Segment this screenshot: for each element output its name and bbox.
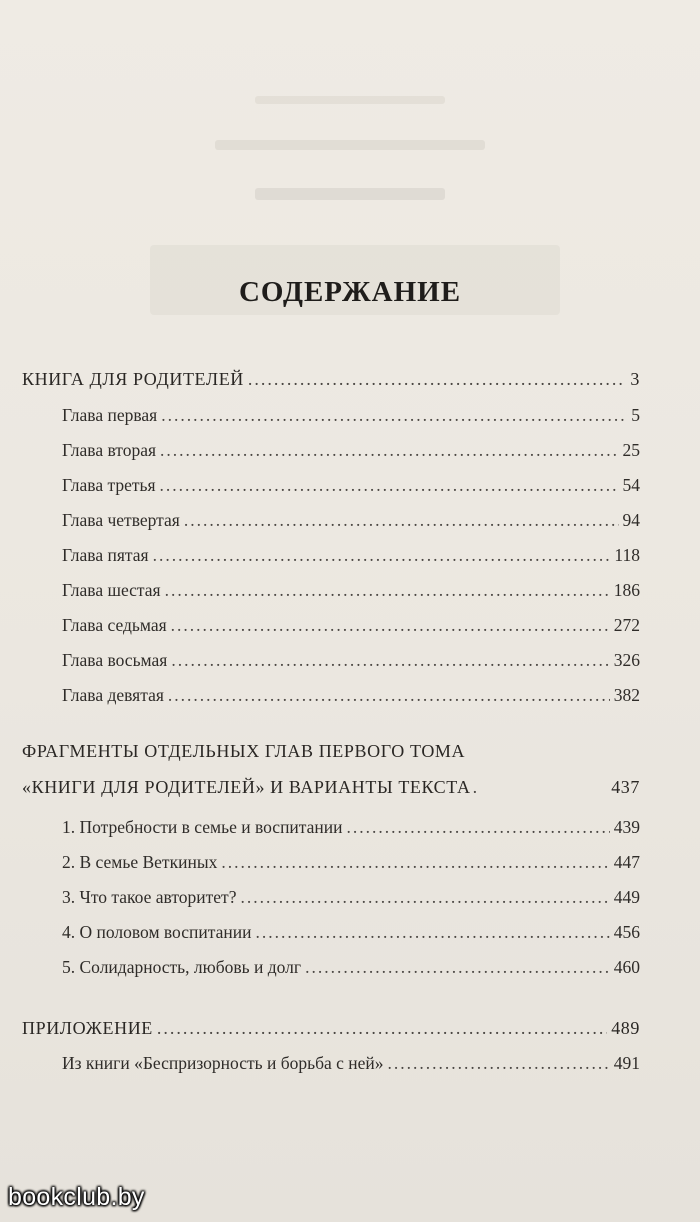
toc-entry-label: 3. Что такое авторитет? — [62, 887, 237, 907]
toc-leader-dots — [184, 510, 619, 531]
toc-part-heading-line1[interactable]: ФРАГМЕНТЫ ОТДЕЛЬНЫХ ГЛАВ ПЕРВОГО ТОМА — [22, 741, 466, 761]
toc-entry[interactable] — [62, 615, 640, 636]
toc-entry[interactable] — [62, 405, 640, 426]
toc-entry-label: Глава пятая — [62, 545, 149, 565]
toc-leader-dots — [240, 887, 609, 908]
toc-page-number: 460 — [613, 957, 640, 977]
toc-entry[interactable] — [62, 510, 640, 531]
toc-page-number: 5 — [631, 405, 640, 425]
toc-leader-dots — [157, 1018, 607, 1039]
toc-entry[interactable] — [62, 475, 640, 496]
toc-leader-dots — [347, 817, 610, 838]
toc-leader-dots — [388, 1053, 610, 1074]
toc-part-heading[interactable] — [22, 369, 640, 390]
toc-leader-dots — [153, 545, 611, 566]
toc-part-label: «КНИГИ ДЛЯ РОДИТЕЛЕЙ» И ВАРИАНТЫ ТЕКСТА — [22, 777, 471, 797]
toc-entry[interactable] — [62, 545, 640, 566]
toc-entry-label: Глава третья — [62, 475, 156, 495]
toc-leader-dots — [160, 475, 619, 496]
toc-entry[interactable] — [62, 852, 640, 873]
toc-entry-label: Глава первая — [62, 405, 158, 425]
toc-entry[interactable] — [62, 580, 640, 601]
toc-page-number: 3 — [630, 369, 640, 389]
toc-page-number: 447 — [613, 852, 640, 872]
toc-leader-dots — [305, 957, 610, 978]
toc-part-heading[interactable] — [22, 1018, 640, 1039]
toc-entry[interactable] — [62, 440, 640, 461]
toc-leader-dots — [168, 685, 610, 706]
toc-entry-label: Из книги «Беспризорность и борьба с ней» — [62, 1053, 384, 1073]
toc-entry-label: Глава шестая — [62, 580, 161, 600]
toc-leader-dots — [473, 777, 479, 798]
toc-page-number: 449 — [613, 887, 640, 907]
toc-entry-label: 5. Солидарность, любовь и долг — [62, 957, 302, 977]
bleed-through-smudge — [255, 188, 445, 200]
toc-page-number: 94 — [622, 510, 640, 530]
toc-entry[interactable] — [62, 650, 640, 671]
toc-entry-label: Глава девятая — [62, 685, 164, 705]
toc-part-label: ПРИЛОЖЕНИЕ — [22, 1018, 153, 1038]
toc-page-number: 118 — [614, 545, 640, 565]
toc-leader-dots — [221, 852, 609, 873]
toc-part-heading[interactable] — [22, 777, 640, 798]
toc-page-number: 456 — [613, 922, 640, 942]
toc-entry-label: 2. В семье Веткиных — [62, 852, 218, 872]
bleed-through-smudge — [215, 140, 485, 150]
toc-entry-label: 4. О половом воспитании — [62, 922, 252, 942]
toc-entry-label: 1. Потребности в семье и воспитании — [62, 817, 343, 837]
bleed-through-smudge — [255, 96, 445, 104]
toc-page-number: 382 — [613, 685, 640, 705]
page-title: СОДЕРЖАНИЕ — [238, 276, 462, 308]
toc-entry-label: Глава седьмая — [62, 615, 167, 635]
toc-entry[interactable] — [62, 887, 640, 908]
toc-leader-dots — [165, 580, 610, 601]
toc-page-number: 437 — [611, 777, 640, 797]
toc-entry[interactable] — [62, 957, 640, 978]
toc-page-number: 25 — [622, 440, 640, 460]
toc-leader-dots — [255, 922, 609, 943]
toc-page-number: 439 — [613, 817, 640, 837]
toc-page-number: 54 — [622, 475, 640, 495]
toc-entry[interactable] — [62, 685, 640, 706]
toc-entry-label: Глава четвертая — [62, 510, 180, 530]
toc-page-number: 326 — [613, 650, 640, 670]
toc-page-number: 489 — [611, 1018, 640, 1038]
toc-entry-label: Глава вторая — [62, 440, 157, 460]
toc-entry[interactable] — [62, 922, 640, 943]
toc-part-label: КНИГА ДЛЯ РОДИТЕЛЕЙ — [22, 369, 244, 389]
toc-page-number: 272 — [613, 615, 640, 635]
site-watermark: bookclub.by — [8, 1183, 145, 1211]
toc-leader-dots — [161, 405, 627, 426]
toc-entry[interactable] — [62, 1053, 640, 1074]
toc-leader-dots — [248, 369, 626, 390]
toc-entry-label: Глава восьмая — [62, 650, 168, 670]
toc-page-number: 491 — [613, 1053, 640, 1073]
toc-page-number: 186 — [613, 580, 640, 600]
toc-leader-dots — [160, 440, 618, 461]
toc-leader-dots — [171, 650, 609, 671]
toc-leader-dots — [171, 615, 610, 636]
toc-entry[interactable] — [62, 817, 640, 838]
